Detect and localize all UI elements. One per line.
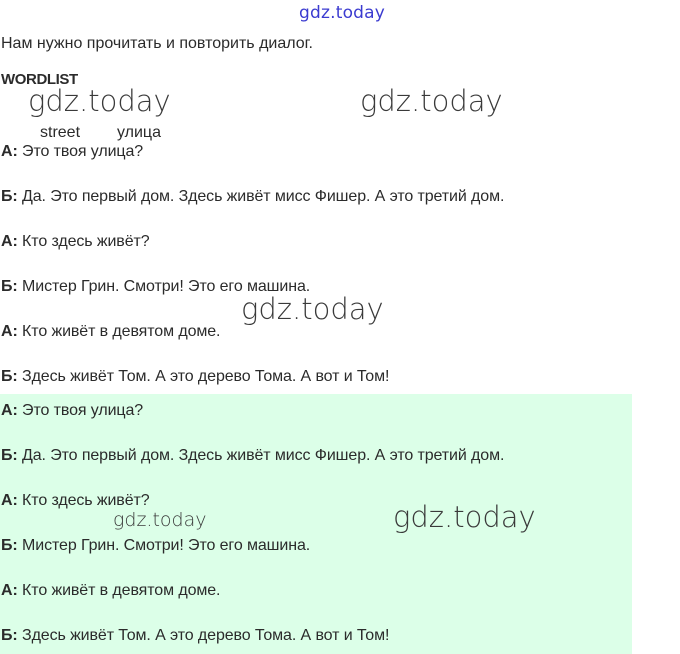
dialogue-line: [1, 582, 220, 600]
speaker-label: Б:: [1, 368, 18, 385]
watermark: gdz.today: [113, 509, 207, 531]
dialogue-line: [1, 537, 310, 555]
speaker-label: А:: [1, 582, 18, 599]
speaker-label: Б:: [1, 447, 18, 464]
watermark: gdz.today: [360, 84, 503, 118]
line-text: Мистер Грин. Смотри! Это его машина.: [22, 278, 311, 295]
line-text: Кто живёт в девятом доме.: [22, 582, 221, 599]
speaker-label: Б:: [1, 278, 18, 295]
speaker-label: Б:: [1, 188, 18, 205]
dialogue-answer-highlight: [0, 394, 632, 654]
wordlist-word: street: [40, 124, 81, 141]
line-text: Да. Это первый дом. Здесь живёт мисс Фишер. А это третий дом.: [22, 188, 505, 205]
wordlist-entry: [40, 120, 200, 141]
line-text: Кто живёт в девятом доме.: [22, 323, 221, 340]
watermark: gdz.today: [393, 500, 536, 534]
dialogue-line: [1, 233, 150, 251]
dialogue-line: [1, 402, 143, 420]
speaker-label: А:: [1, 233, 18, 250]
intro-text: Нам нужно прочитать и повторить диалог.: [1, 35, 313, 52]
dialogue-line: [1, 188, 504, 206]
speaker-label: А:: [1, 402, 18, 419]
watermark: gdz.today: [28, 84, 171, 118]
site-watermark-header: gdz.today: [299, 3, 386, 23]
line-text: Кто здесь живёт?: [22, 492, 150, 509]
watermark: gdz.today: [241, 292, 384, 326]
line-text: Да. Это первый дом. Здесь живёт мисс Фишер. А это третий дом.: [22, 447, 505, 464]
speaker-label: А:: [1, 143, 18, 160]
dialogue-line: [1, 368, 389, 386]
speaker-label: Б:: [1, 537, 18, 554]
line-text: Здесь живёт Том. А это дерево Тома. А вот и Том!: [22, 368, 390, 385]
dialogue-line: [1, 143, 143, 161]
speaker-label: А:: [1, 323, 18, 340]
dialogue-line: [1, 323, 220, 341]
line-text: Здесь живёт Том. А это дерево Тома. А вот и Том!: [22, 627, 390, 644]
line-text: Это твоя улица?: [22, 402, 144, 419]
speaker-label: А:: [1, 492, 18, 509]
line-text: Это твоя улица?: [22, 143, 144, 160]
line-text: Мистер Грин. Смотри! Это его машина.: [22, 537, 311, 554]
wordlist-translation: улица: [117, 124, 161, 141]
dialogue-line: [1, 492, 150, 510]
wordlist-heading: WORDLIST: [1, 71, 78, 88]
line-text: Кто здесь живёт?: [22, 233, 150, 250]
speaker-label: Б:: [1, 627, 18, 644]
dialogue-line: [1, 447, 504, 465]
dialogue-line: [1, 627, 389, 645]
